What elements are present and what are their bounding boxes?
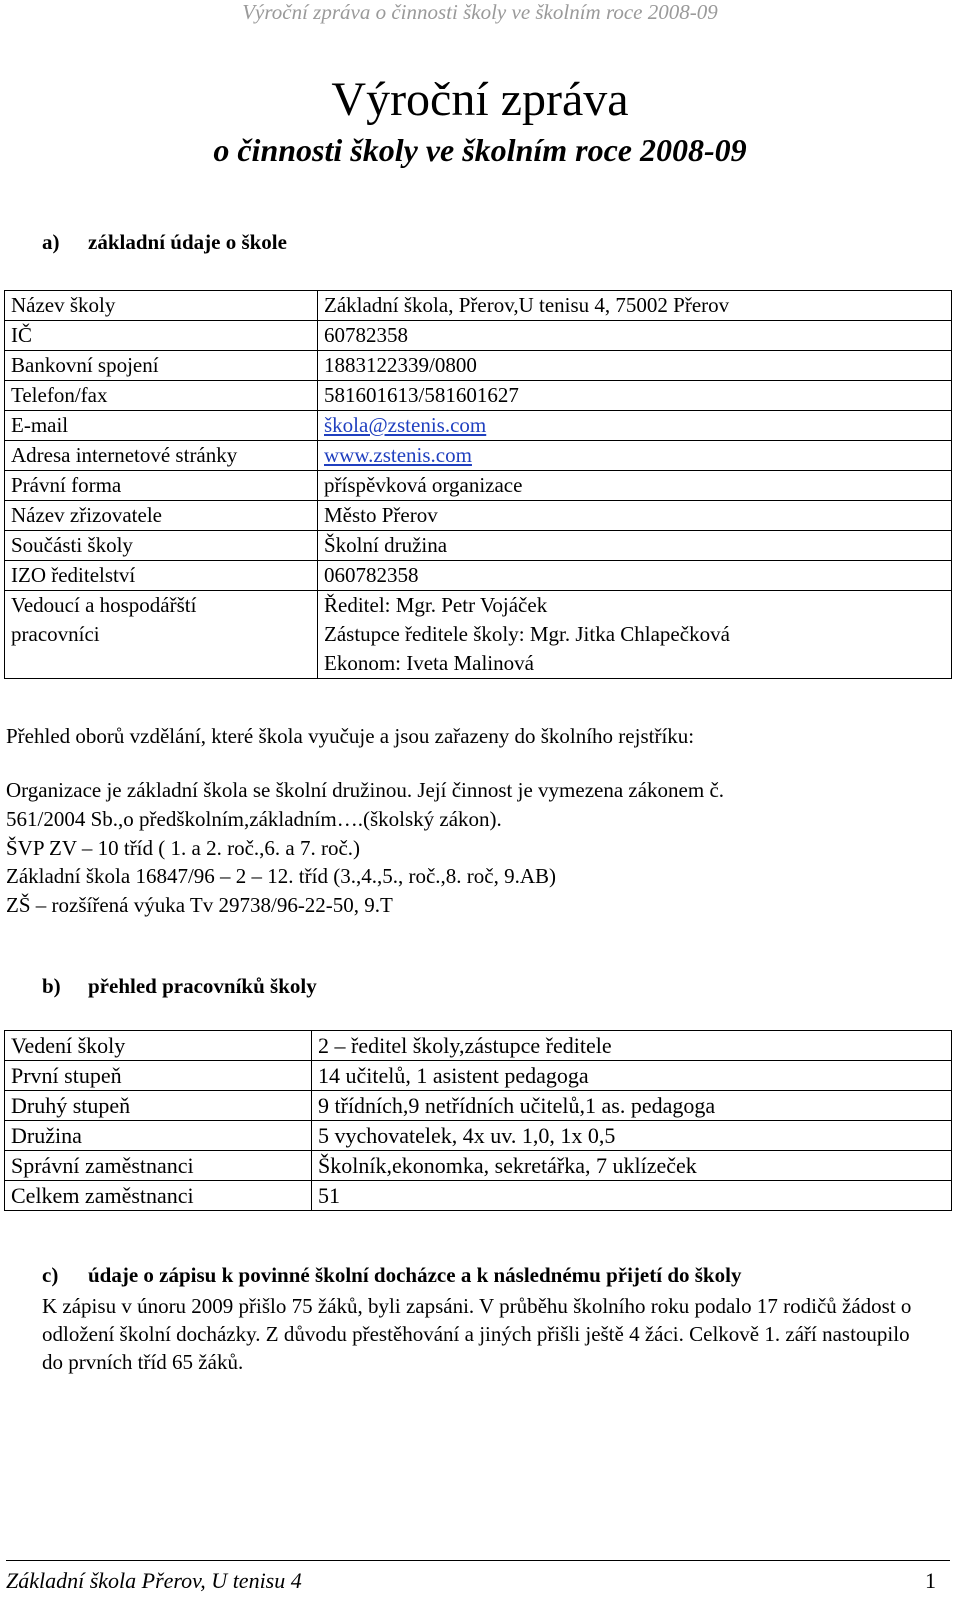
director-line: Ředitel: Mgr. Petr Vojáček: [324, 593, 548, 617]
row-value: 9 třídních,9 netřídních učitelů,1 as. pedagoga: [312, 1091, 952, 1121]
table-row: [5, 441, 952, 471]
staff-key-line: Vedoucí a hospodářští: [11, 593, 197, 617]
row-value: 51: [312, 1181, 952, 1211]
row-key: Adresa internetové stránky: [5, 441, 318, 471]
staff-key: [5, 591, 318, 679]
enrollment-paragraph: K zápisu v únoru 2009 přišlo 75 žáků, byli zapsáni. V průběhu školního roku podalo 17 rodičů žádost o odložení školní docházky. Z důvodu přestěhování a jiných přišli ještě 4 žáci. Celkově 1. září nastoupilo do prvních tříd 65 žáků.: [42, 1294, 912, 1374]
row-key: Název školy: [5, 291, 318, 321]
table-row: [5, 1121, 952, 1151]
row-value: Město Přerov: [318, 501, 952, 531]
overview-line: ŠVP ZV – 10 tříd ( 1. a 2. roč.,6. a 7. roč.): [6, 836, 361, 860]
running-header: Výroční zpráva o činnosti školy ve školním roce 2008-09: [242, 0, 718, 24]
row-value: Školní družina: [318, 531, 952, 561]
table-row: [5, 531, 952, 561]
section-c-heading: [42, 1263, 741, 1288]
page-number: 1: [925, 1568, 936, 1593]
table-row: [5, 351, 952, 381]
row-key: E-mail: [5, 411, 318, 441]
section-b-label: b): [42, 974, 61, 998]
row-value: 60782358: [318, 321, 952, 351]
section-c-label: c): [42, 1263, 59, 1287]
table-row: [5, 381, 952, 411]
section-a-heading: [42, 230, 287, 255]
overview-intro: Přehled oborů vzdělání, které škola vyučuje a jsou zařazeny do školního rejstříku:: [6, 724, 695, 748]
table-row: [5, 291, 952, 321]
school-info-table: [4, 290, 952, 679]
table-row: [5, 561, 952, 591]
overview-line: Organizace je základní škola se školní družinou. Její činnost je vymezena zákonem č.: [6, 778, 725, 802]
row-value: 581601613/581601627: [318, 381, 952, 411]
table-row: [5, 1181, 952, 1211]
row-key: Správní zaměstnanci: [5, 1151, 312, 1181]
section-c-title: údaje o zápisu k povinné školní docházce a k následnému přijetí do školy: [88, 1263, 742, 1287]
section-b-title: přehled pracovníků školy: [88, 974, 317, 998]
overview-line: 561/2004 Sb.,o předškolním,základním….(školský zákon).: [6, 807, 502, 831]
section-a-label: a): [42, 230, 60, 254]
row-value: 5 vychovatelek, 4x uv. 1,0, 1x 0,5: [312, 1121, 952, 1151]
email-cell: [318, 411, 952, 441]
row-key: Název zřizovatele: [5, 501, 318, 531]
table-row: [5, 471, 952, 501]
table-row: [5, 321, 952, 351]
staff-overview-table: [4, 1030, 952, 1211]
table-row: [5, 1061, 952, 1091]
table-row: [5, 1031, 952, 1061]
deputy-line: Zástupce ředitele školy: Mgr. Jitka Chlapečková: [324, 622, 730, 646]
row-key: Vedení školy: [5, 1031, 312, 1061]
table-row: [5, 501, 952, 531]
footer-divider: [6, 1560, 950, 1561]
section-a-title: základní údaje o škole: [88, 230, 287, 254]
table-row: [5, 411, 952, 441]
table-row: [5, 591, 952, 679]
row-value: příspěvková organizace: [318, 471, 952, 501]
row-value: 14 učitelů, 1 asistent pedagoga: [312, 1061, 952, 1091]
row-key: Druhý stupeň: [5, 1091, 312, 1121]
row-key: První stupeň: [5, 1061, 312, 1091]
row-key: Bankovní spojení: [5, 351, 318, 381]
website-cell: [318, 441, 952, 471]
section-b-heading: [42, 974, 317, 999]
row-value: Školník,ekonomka, sekretářka, 7 uklízeček: [312, 1151, 952, 1181]
economist-line: Ekonom: Iveta Malinová: [324, 651, 534, 675]
overview-line: Základní škola 16847/96 – 2 – 12. tříd (3.,4.,5., roč.,8. roč, 9.AB): [6, 864, 556, 888]
document-subtitle: o činnosti školy ve školním roce 2008-09: [213, 132, 747, 168]
row-key: Součásti školy: [5, 531, 318, 561]
overview-line: ZŠ – rozšířená výuka Tv 29738/96-22-50, 9.T: [6, 893, 393, 917]
row-key: IZO ředitelství: [5, 561, 318, 591]
table-row: [5, 1091, 952, 1121]
table-row: [5, 1151, 952, 1181]
footer-school: Základní škola Přerov, U tenisu 4: [6, 1568, 302, 1593]
document-title: Výroční zpráva: [331, 73, 629, 126]
row-value: Základní škola, Přerov,U tenisu 4, 75002 Přerov: [318, 291, 952, 321]
row-key: Celkem zaměstnanci: [5, 1181, 312, 1211]
website-link[interactable]: www.zstenis.com: [324, 443, 472, 467]
row-value: 1883122339/0800: [318, 351, 952, 381]
staff-key-line: pracovníci: [11, 622, 100, 646]
row-key: IČ: [5, 321, 318, 351]
row-key: Právní forma: [5, 471, 318, 501]
row-value: 060782358: [318, 561, 952, 591]
row-key: Družina: [5, 1121, 312, 1151]
staff-value: [318, 591, 952, 679]
row-value: 2 – ředitel školy,zástupce ředitele: [312, 1031, 952, 1061]
email-link[interactable]: škola@zstenis.com: [324, 413, 487, 437]
row-key: Telefon/fax: [5, 381, 318, 411]
